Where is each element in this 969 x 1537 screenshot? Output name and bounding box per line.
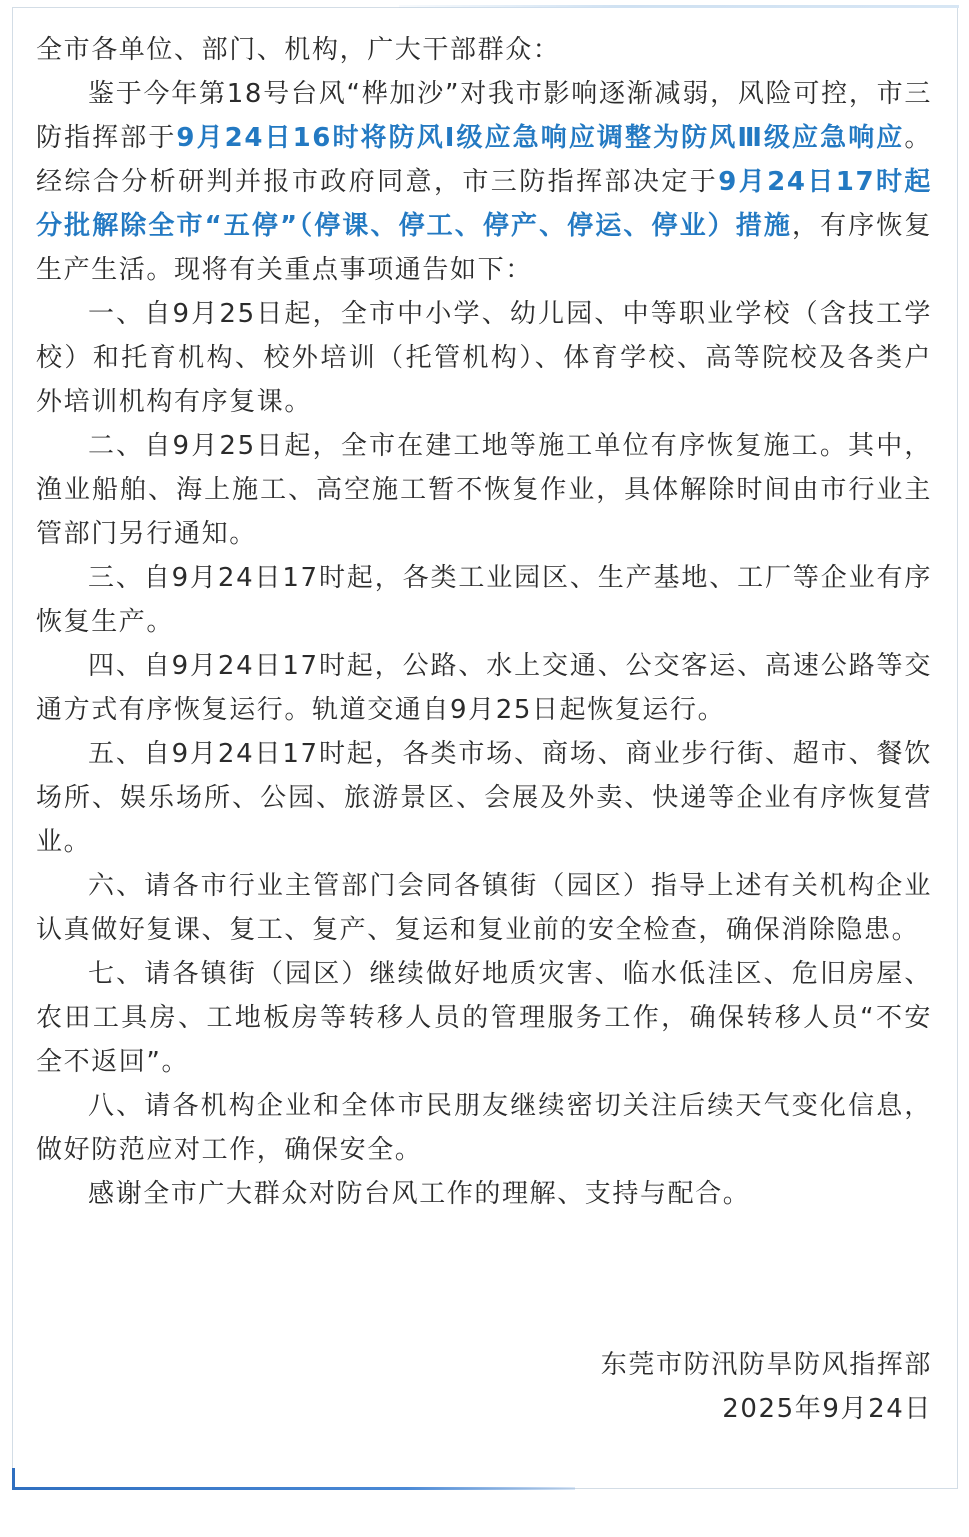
intro-text-1: 鉴于今年第18号台风“桦加沙”对我市影响逐渐减弱，风险可控，市三防指挥部于 [36, 79, 932, 153]
item-6: 六、请各市行业主管部门会同各镇街（园区）指导上述有关机构企业认真做好复课、复工、复产、复运和复业前的安全检查，确保消除隐患。 [36, 871, 932, 945]
top-accent-line [399, 5, 959, 8]
notice-body [36, 28, 932, 1216]
signature-block [601, 1343, 932, 1431]
item-5: 五、自9月24日17时起，各类市场、商场、商业步行街、超市、餐饮场所、娱乐场所、公园、旅游景区、会展及外卖、快递等企业有序恢复营业。 [36, 739, 932, 857]
intro-highlight-1: 9月24日16时将防风Ⅰ级应急响应调整为防风Ⅲ级应急响应 [176, 123, 905, 153]
intro-paragraph [36, 72, 932, 292]
item-3: 三、自9月24日17时起，各类工业园区、生产基地、工厂等企业有序恢复生产。 [36, 563, 932, 637]
item-7: 七、请各镇街（园区）继续做好地质灾害、临水低洼区、危旧房屋、农田工具房、工地板房等转移人员的管理服务工作，确保转移人员“不安全不返回”。 [36, 959, 932, 1077]
item-8: 八、请各机构企业和全体市民朋友继续密切关注后续天气变化信息，做好防范应对工作，确保安全。 [36, 1091, 932, 1165]
intro-text-2: 。经综合分析研判并报市政府同意，市三防指挥部决定于 [36, 123, 932, 197]
closing-paragraph: 感谢全市广大群众对防台风工作的理解、支持与配合。 [88, 1179, 751, 1209]
intro-highlight-2: 9月24日17时起分批解除全市“五停”（停课、停工、停产、停运、停业）措施 [36, 167, 933, 241]
item-4: 四、自9月24日17时起，公路、水上交通、公交客运、高速公路等交通方式有序恢复运行。轨道交通自9月25日起恢复运行。 [36, 651, 932, 725]
issuer: 东莞市防汛防旱防风指挥部 [600, 1350, 932, 1380]
intro-text-3: ，有序恢复生产生活。现将有关重点事项通告如下： [36, 211, 932, 285]
item-2: 二、自9月25日起，全市在建工地等施工单位有序恢复施工。其中，渔业船舶、海上施工、高空施工暂不恢复作业，具体解除时间由市行业主管部门另行通知。 [36, 431, 932, 549]
salutation: 全市各单位、部门、机构，广大干部群众： [36, 35, 561, 65]
issue-date: 2025年9月24日 [722, 1394, 932, 1424]
bottom-accent-line [12, 1487, 575, 1490]
item-1: 一、自9月25日起，全市中小学、幼儿园、中等职业学校（含技工学校）和托育机构、校外培训（托管机构）、体育学校、高等院校及各类户外培训机构有序复课。 [36, 299, 932, 417]
